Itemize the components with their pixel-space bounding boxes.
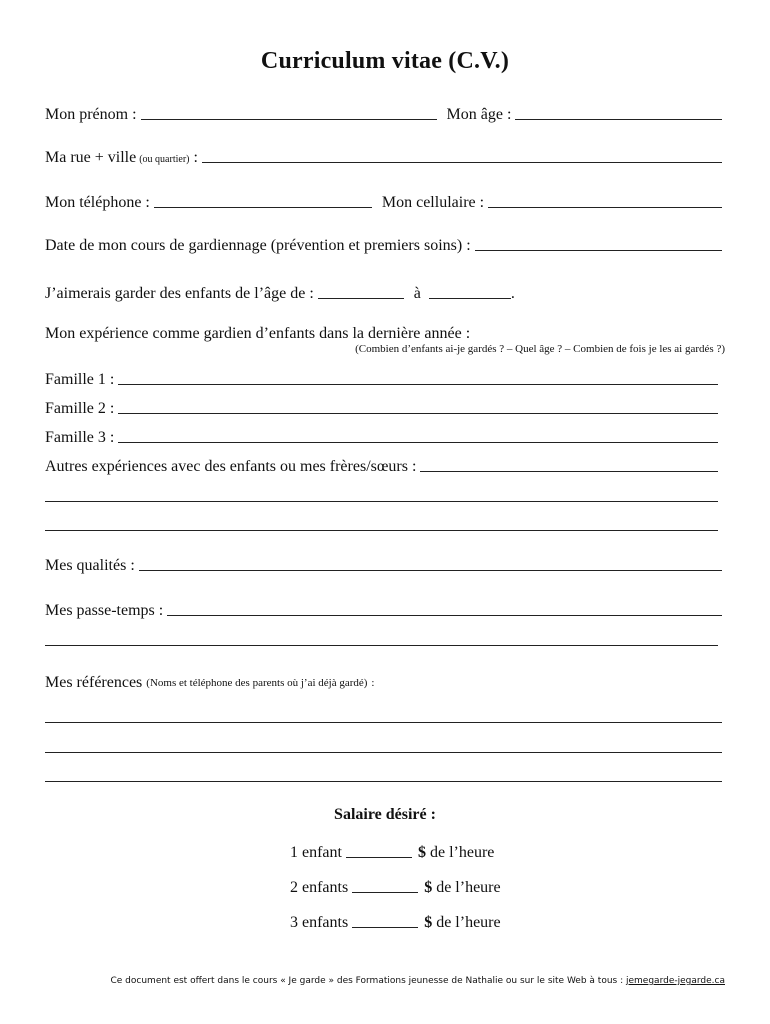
salaire-suffix-1: de l’heure (429, 844, 495, 861)
cours-date-field[interactable] (475, 250, 722, 251)
salaire-label-3: 3 enfants (290, 914, 349, 931)
label-autres: Autres expériences avec des enfants ou mes frères/sœurs : (45, 458, 417, 475)
salaire-suffix-2: de l’heure (436, 879, 501, 896)
age-max-field[interactable] (429, 298, 511, 299)
label-passetemps: Mes passe-temps : (45, 602, 164, 619)
salaire-field-1[interactable] (346, 857, 412, 858)
page-title: Curriculum vitae (C.V.) (260, 48, 510, 74)
label-rue-hint: (ou quartier) (139, 154, 190, 165)
references-field-line-1[interactable] (45, 722, 722, 723)
label-famille-2: Famille 2 : (45, 400, 115, 417)
cellulaire-field[interactable] (488, 207, 722, 208)
row-references (45, 670, 722, 692)
row-passetemps (45, 598, 722, 620)
autres-field[interactable] (420, 471, 718, 472)
row-autres-line-2 (45, 484, 722, 506)
rue-field[interactable] (202, 162, 722, 163)
row-passetemps-line-2 (45, 628, 722, 650)
label-age-end: . (510, 285, 515, 302)
row-references-line-3 (45, 764, 722, 786)
row-autres (45, 454, 722, 476)
age-min-field[interactable] (318, 298, 404, 299)
prenom-field[interactable] (141, 119, 437, 120)
footer (0, 976, 725, 986)
label-age: Mon âge : (446, 106, 512, 123)
label-references-colon: : (371, 677, 375, 689)
row-references-line-1 (45, 705, 722, 727)
passetemps-field-line-2[interactable] (45, 645, 718, 646)
label-qualites: Mes qualités : (45, 557, 135, 574)
label-rue: Ma rue + ville (45, 149, 137, 166)
autres-field-line-2[interactable] (45, 501, 718, 502)
label-age-a: à (413, 285, 421, 302)
label-cours: Date de mon cours de gardiennage (prévention et premiers soins) : (45, 237, 471, 254)
label-telephone: Mon téléphone : (45, 194, 150, 211)
label-cellulaire: Mon cellulaire : (381, 194, 485, 211)
famille-3-field[interactable] (118, 442, 718, 443)
row-telephone (45, 190, 722, 212)
footer-link[interactable]: jemegarde-jegarde.ca (626, 976, 725, 986)
references-field-line-3[interactable] (45, 781, 722, 782)
passetemps-field[interactable] (167, 615, 722, 616)
salaire-suffix-3: de l’heure (436, 914, 501, 931)
label-experience: Mon expérience comme gardien d’enfants dans la dernière année : (45, 325, 471, 342)
row-qualites (45, 553, 722, 575)
label-age-garde: J’aimerais garder des enfants de l’âge de : (45, 285, 314, 302)
salaire-unit-1: $ (417, 844, 426, 861)
row-experience (45, 321, 722, 343)
salaire-row-1 (290, 840, 494, 862)
row-rue (45, 145, 722, 167)
row-cours (45, 233, 722, 255)
label-famille-3: Famille 3 : (45, 429, 115, 446)
famille-2-field[interactable] (118, 413, 718, 414)
footer-text: Ce document est offert dans le cours « Je garde » des Formations jeunesse de Nathalie ou sur le site Web à tous : (110, 976, 624, 986)
label-prenom: Mon prénom : (45, 106, 137, 123)
salaire-field-3[interactable] (352, 927, 418, 928)
salaire-label-2: 2 enfants (290, 879, 349, 896)
row-prenom-age (45, 102, 722, 124)
salaire-row-3 (290, 910, 501, 932)
experience-hint: (Combien d’enfants ai-je gardés ? – Quel âge ? – Combien de fois je les ai gardés ?) (355, 343, 725, 355)
salaire-field-2[interactable] (352, 892, 418, 893)
row-famille-3 (45, 425, 722, 447)
salaire-row-2 (290, 875, 501, 897)
row-age-garde (45, 281, 722, 303)
autres-field-line-3[interactable] (45, 530, 718, 531)
salaire-unit-3: $ (424, 914, 433, 931)
row-references-line-2 (45, 735, 722, 757)
telephone-field[interactable] (154, 207, 372, 208)
row-autres-line-3 (45, 513, 722, 535)
salaire-title: Salaire désiré : (334, 806, 436, 823)
label-references-hint: (Noms et téléphone des parents où j’ai déjà gardé) (146, 677, 368, 689)
references-field-line-2[interactable] (45, 752, 722, 753)
label-references: Mes références (45, 674, 143, 691)
salaire-label-1: 1 enfant (290, 844, 342, 861)
row-famille-2 (45, 396, 722, 418)
qualites-field[interactable] (139, 570, 722, 571)
salaire-unit-2: $ (424, 879, 433, 896)
row-famille-1 (45, 367, 722, 389)
famille-1-field[interactable] (118, 384, 718, 385)
label-rue-colon: : (193, 149, 198, 166)
age-field[interactable] (515, 119, 722, 120)
label-famille-1: Famille 1 : (45, 371, 115, 388)
